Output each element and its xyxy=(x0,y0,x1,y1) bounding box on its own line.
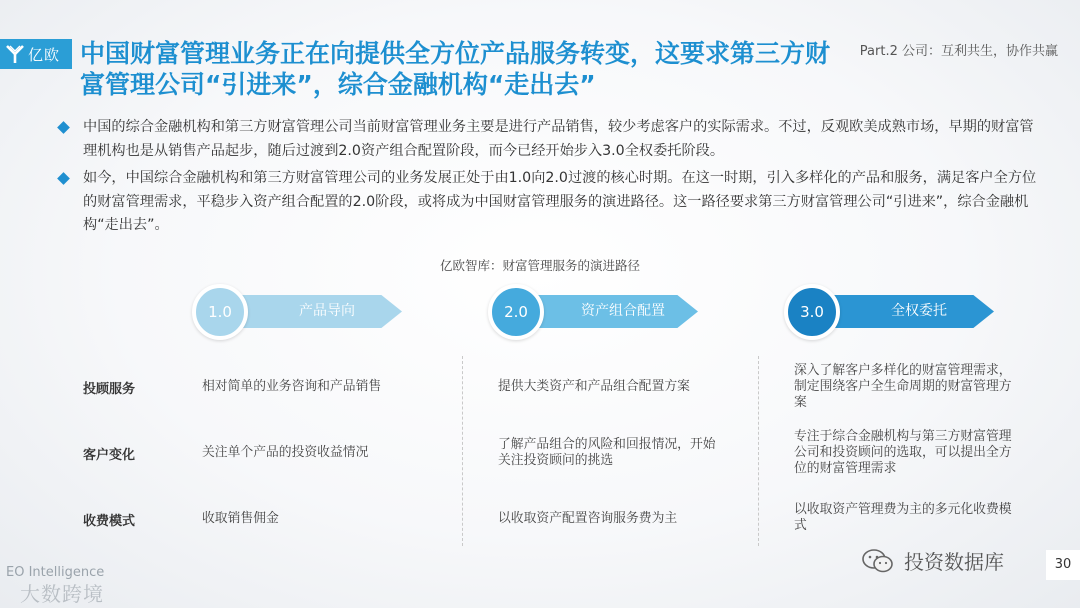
table-cell: 以收取资产配置咨询服务费为主 xyxy=(498,511,678,526)
wechat-icon xyxy=(862,548,894,574)
bullet-text: 中国的综合金融机构和第三方财富管理公司当前财富管理业务主要是进行产品销售，较少考虑客户的实际需求。不过，反观欧美成熟市场，早期的财富管理机构也是从销售产品起步，随后过渡到2.0资产组合配置阶段，而今已经开始步入3.0全权委托阶段。 xyxy=(83,119,1034,159)
stage-2 xyxy=(488,284,703,340)
stage-number-circle xyxy=(784,284,840,340)
row-label: 客户变化 xyxy=(83,448,136,463)
stage-number-circle xyxy=(192,284,248,340)
stage-number: 1.0 xyxy=(208,303,232,321)
stage-label: 资产组合配置 xyxy=(581,303,665,319)
table-cell: 专注于综合金融机构与第三方财富管理公司和投资顾问的选取，可以提出全方位的财富管理需求 xyxy=(794,429,1012,476)
stage-3 xyxy=(784,284,999,340)
watermark-left: 大数跨境 xyxy=(20,582,104,606)
watermark-right-text: 投资数据库 xyxy=(904,550,1004,574)
table-cell: 相对简单的业务咨询和产品销售 xyxy=(202,379,382,394)
brand-english: EO Intelligence xyxy=(6,565,105,580)
page-number: 30 xyxy=(1046,550,1080,580)
watermark-right xyxy=(862,546,1004,575)
logo-text: 亿欧 xyxy=(28,45,61,64)
table-cell: 关注单个产品的投资收益情况 xyxy=(202,445,369,460)
stage-1 xyxy=(192,284,407,340)
stage-number-circle xyxy=(488,284,544,340)
diamond-bullet-icon xyxy=(57,172,70,185)
yiou-logo xyxy=(0,39,72,69)
stage-number: 3.0 xyxy=(800,303,824,321)
diagram-caption: 亿欧智库：财富管理服务的演进路径 xyxy=(439,258,640,273)
bullet-item xyxy=(55,116,1045,163)
row-label: 投顾服务 xyxy=(83,382,136,397)
stage-label: 全权委托 xyxy=(891,303,947,319)
table-cell: 了解产品组合的风险和回报情况，开始关注投资顾问的挑选 xyxy=(498,437,716,468)
bullet-item xyxy=(55,167,1045,238)
bullet-list xyxy=(55,116,1045,242)
page-title: 中国财富管理业务正在向提供全方位产品服务转变，这要求第三方财富管理公司“引进来”，综合金融机构“走出去” xyxy=(80,39,831,99)
table-cell: 收取销售佣金 xyxy=(202,511,279,526)
column-divider xyxy=(462,356,463,546)
diamond-bullet-icon xyxy=(57,121,70,134)
bullet-text: 如今，中国综合金融机构和第三方财富管理公司的业务发展正处于由1.0向2.0过渡的核心时期。在这一时期，引入多样化的产品和服务，满足客户全方位的财富管理需求，平稳步入资产组合配置的2.0阶段，或将成为中国财富管理服务的演进路径。这一路径要求第三方财富管理公司“引进来”，综合金融机构“走出去”。 xyxy=(83,170,1037,233)
section-label: Part.2 公司：互利共生，协作共赢 xyxy=(859,44,1058,59)
table-cell: 深入了解客户多样化的财富管理需求，制定围绕客户全生命周期的财富管理方案 xyxy=(794,363,1012,410)
column-divider xyxy=(758,356,759,546)
stage-number: 2.0 xyxy=(504,303,528,321)
stage-label: 产品导向 xyxy=(299,303,355,319)
table-cell: 以收取资产管理费为主的多元化收费模式 xyxy=(794,502,1012,533)
table-cell: 提供大类资产和产品组合配置方案 xyxy=(498,379,690,394)
yiou-logo-icon xyxy=(4,43,26,65)
row-label: 收费模式 xyxy=(83,514,136,529)
